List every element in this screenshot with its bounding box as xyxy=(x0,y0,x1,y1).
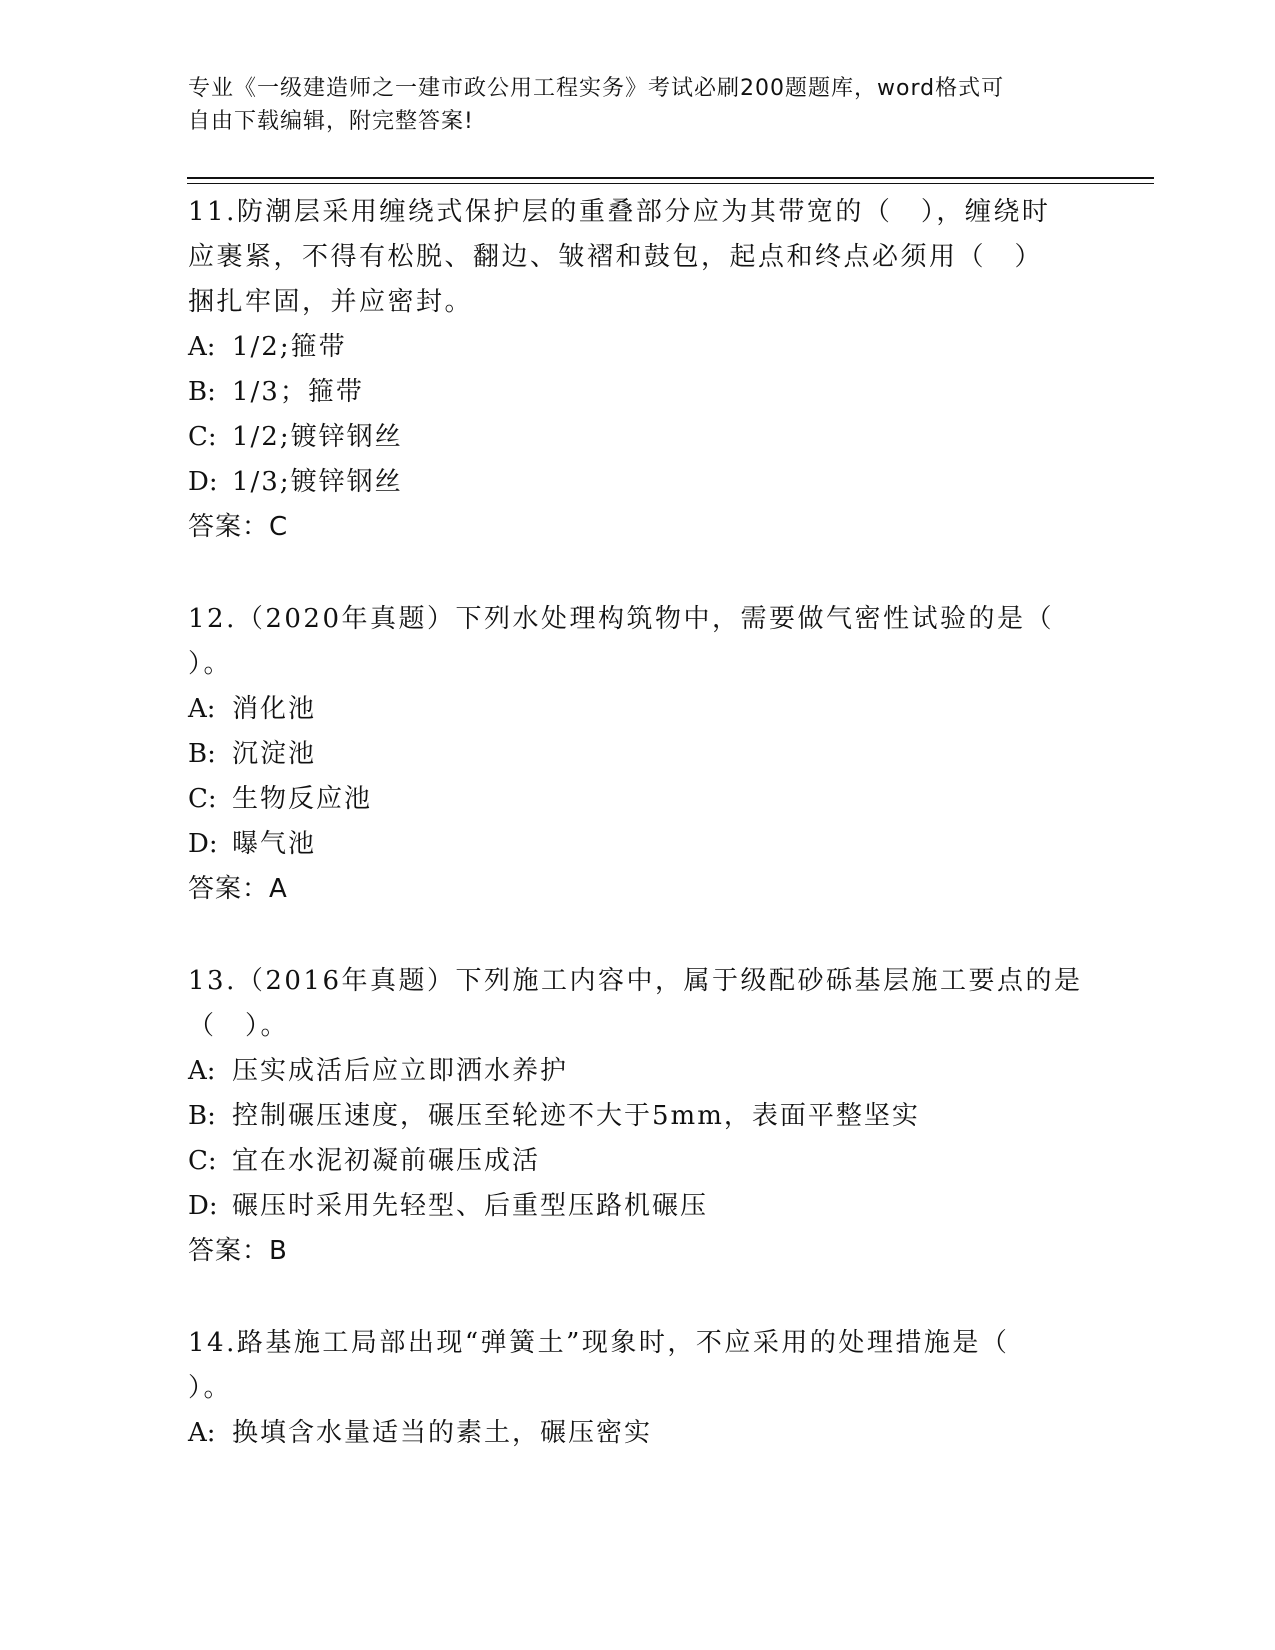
option-a xyxy=(188,1049,1088,1094)
option-c xyxy=(188,777,1088,822)
option-text: 沉淀池 xyxy=(232,739,317,769)
question-text-line: 11.防潮层采用缠绕式保护层的重叠部分应为其带宽的（ ），缠绕时 xyxy=(188,197,1051,227)
question-list xyxy=(188,190,1088,1456)
option-letter: D: xyxy=(188,1191,218,1221)
option-text: 宜在水泥初凝前碾压成活 xyxy=(232,1146,541,1176)
option-letter: A: xyxy=(188,1418,216,1448)
question-text-line: 13.（2016年真题）下列施工内容中，属于级配砂砾基层施工要点的是 xyxy=(188,966,1083,996)
option-b xyxy=(188,1094,1088,1139)
question-text-line: 12.（2020年真题）下列水处理构筑物中，需要做气密性试验的是（ xyxy=(188,604,1055,634)
header-divider-thick xyxy=(187,177,1154,179)
question-14 xyxy=(188,1321,1088,1456)
option-text: 曝气池 xyxy=(232,829,317,859)
question-11 xyxy=(188,190,1088,550)
question-text-line: 捆扎牢固，并应密封。 xyxy=(188,287,474,317)
option-a xyxy=(188,687,1088,732)
option-text: 1/2;镀锌钢丝 xyxy=(232,422,403,452)
option-letter: C: xyxy=(188,784,217,814)
option-c xyxy=(188,1139,1088,1184)
question-text-line: 应裹紧，不得有松脱、翻边、皱褶和鼓包，起点和终点必须用（ ） xyxy=(188,242,1044,272)
option-letter: A: xyxy=(188,332,216,362)
question-13 xyxy=(188,959,1088,1274)
question-12 xyxy=(188,597,1088,912)
question-text-line: ）。 xyxy=(188,1373,233,1403)
header-line-2: 自由下载编辑，附完整答案! xyxy=(188,109,474,134)
option-text: 控制碾压速度，碾压至轮迹不大于5mm，表面平整坚实 xyxy=(232,1101,920,1131)
option-letter: A: xyxy=(188,694,216,724)
option-d xyxy=(188,822,1088,867)
option-a xyxy=(188,1411,1088,1456)
option-text: 生物反应池 xyxy=(232,784,373,814)
option-letter: C: xyxy=(188,1146,217,1176)
question-text-line: ）。 xyxy=(188,649,233,679)
option-text: 换填含水量适当的素土，碾压密实 xyxy=(232,1418,653,1448)
page-header xyxy=(188,72,1068,138)
option-d xyxy=(188,1184,1088,1229)
answer-line: 答案：C xyxy=(188,512,289,542)
option-a xyxy=(188,325,1088,370)
header-divider-thin xyxy=(187,183,1154,184)
option-d xyxy=(188,460,1088,505)
answer-line: 答案：B xyxy=(188,1236,288,1266)
option-letter: C: xyxy=(188,422,217,452)
option-text: 1/2;箍带 xyxy=(232,332,347,362)
header-line-1: 专业《一级建造师之一建市政公用工程实务》考试必刷200题题库，word格式可 xyxy=(188,76,1005,101)
option-letter: B: xyxy=(188,377,216,407)
question-text-line: 14.路基施工局部出现“弹簧土”现象时，不应采用的处理措施是（ xyxy=(188,1328,1010,1358)
option-b xyxy=(188,732,1088,777)
option-c xyxy=(188,415,1088,460)
option-text: 消化池 xyxy=(232,694,317,724)
option-letter: B: xyxy=(188,1101,216,1131)
option-letter: B: xyxy=(188,739,216,769)
question-text-line: （ ）。 xyxy=(188,1011,290,1041)
answer-line: 答案：A xyxy=(188,874,288,904)
option-text: 压实成活后应立即洒水养护 xyxy=(232,1056,569,1086)
option-text: 1/3；箍带 xyxy=(232,377,364,407)
option-letter: D: xyxy=(188,829,218,859)
option-text: 1/3;镀锌钢丝 xyxy=(232,467,403,497)
option-b xyxy=(188,370,1088,415)
option-letter: A: xyxy=(188,1056,216,1086)
option-letter: D: xyxy=(188,467,218,497)
option-text: 碾压时采用先轻型、后重型压路机碾压 xyxy=(232,1191,709,1221)
